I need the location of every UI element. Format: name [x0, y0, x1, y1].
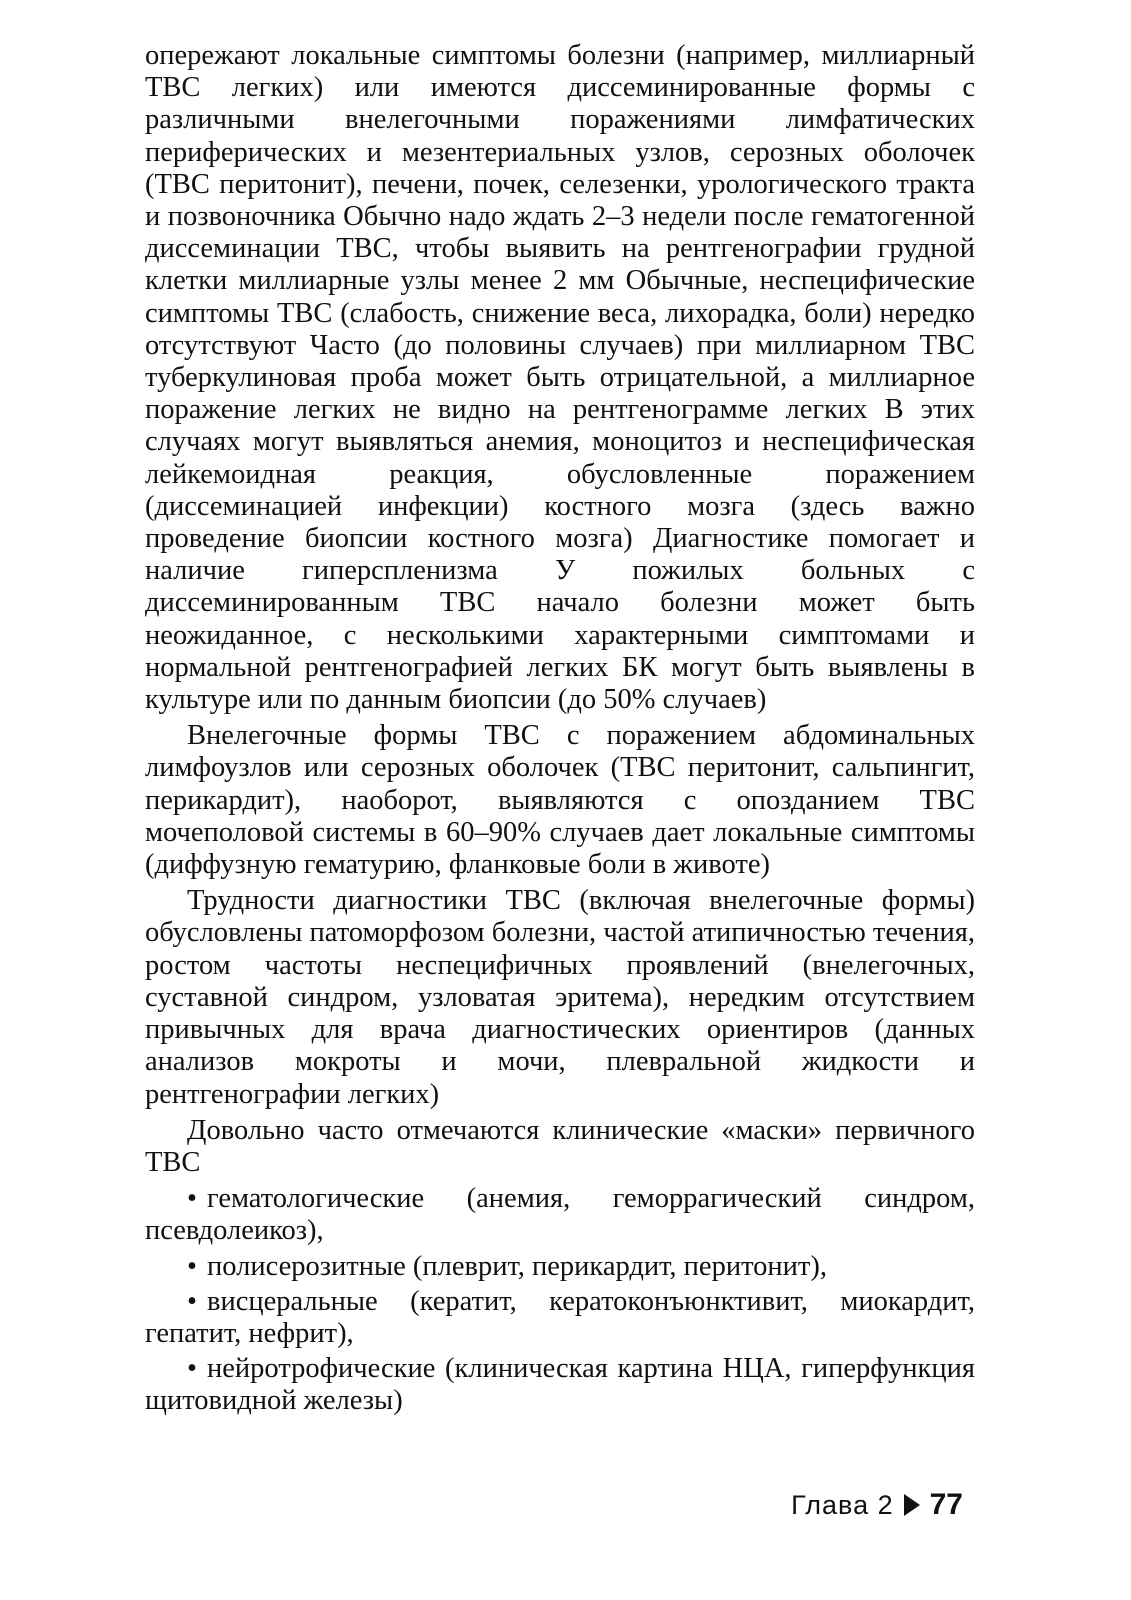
page-body — [145, 40, 975, 1421]
paragraph-diagnostic-difficulties: Трудности диагностики ТВС (включая внелегочные формы) обусловлены патоморфозом болезни, частой атипичностью течения, ростом частоты неспецифичных проявлений (внелегочных, суставной синдром, узловатая эритема), нередким отсутствием привычных для врача диагностических ориентиров (данных анализов мокроты и мочи, плевральной жидкости и рентгенографии легких) — [145, 885, 975, 1110]
list-item: • полисерозитные (плеврит, перикардит, перитонит), — [187, 1250, 827, 1282]
bullet-icon: • — [187, 1285, 197, 1317]
paragraph-clinical-masks: Довольно часто отмечаются клинические «маски» первичного ТВС — [145, 1114, 975, 1178]
list-item: • висцеральные (кератит, кератоконъюнктивит, миокардит, гепатит, нефрит), — [145, 1285, 975, 1349]
chapter-label: Глава 2 — [791, 1489, 894, 1520]
list-item: • гематологические (анемия, геморрагический синдром, псевдолеикоз), — [145, 1183, 975, 1247]
paragraph-extrapulmonary: Внелегочные формы ТВС с поражением абдоминальных лимфоузлов или серозных оболочек (ТВС перитонит, сальпингит, перикардит), наоборот, выявляются с опозданием ТВС мочеполовой системы в 60–90% случаев дает локальные симптомы (диффузную гематурию, фланковые боли в животе) — [145, 720, 975, 881]
list-item: • нейротрофические (клиническая картина НЦА, гиперфункция щитовидной железы) — [145, 1353, 975, 1417]
triangle-right-icon — [904, 1494, 920, 1516]
bullet-icon: • — [187, 1353, 197, 1385]
page-footer — [791, 1488, 963, 1522]
masks-list — [145, 1183, 975, 1417]
page-number: 77 — [929, 1488, 963, 1521]
bullet-icon: • — [187, 1183, 197, 1215]
paragraph-continuation: опережают локальные симптомы болезни (например, миллиарный ТВС легких) или имеются диссеминированные формы с различными внелегочными поражениями лимфатических периферических и мезентериальных узлов, серозных оболочек (ТВС перитонит), печени, почек, селезенки, урологического тракта и позвоночника Обычно надо ждать 2–3 недели после гематогенной диссеминации ТВС, чтобы выявить на рентгенографии грудной клетки миллиарные узлы менее 2 мм Обычные, неспецифические симптомы ТВС (слабость, снижение веса, лихорадка, боли) нередко отсутствуют Часто (до половины случаев) при миллиарном ТВС туберкулиновая проба может быть отрицательной, а миллиарное поражение легких не видно на рентгенограмме легких В этих случаях могут выявляться анемия, моноцитоз и неспецифическая лейкемоидная реакция, обусловленные поражением (диссеминацией инфекции) костного мозга (здесь важно проведение биопсии костного мозга) Диагностике помогает и наличие гиперспленизма У пожилых больных с диссеминированным ТВС начало болезни может быть неожиданное, с несколькими характерными симптомами и нормальной рентгенографией легких БК могут быть выявлены в культуре или по данным биопсии (до 50% случаев) — [145, 40, 975, 716]
bullet-icon: • — [187, 1250, 197, 1282]
